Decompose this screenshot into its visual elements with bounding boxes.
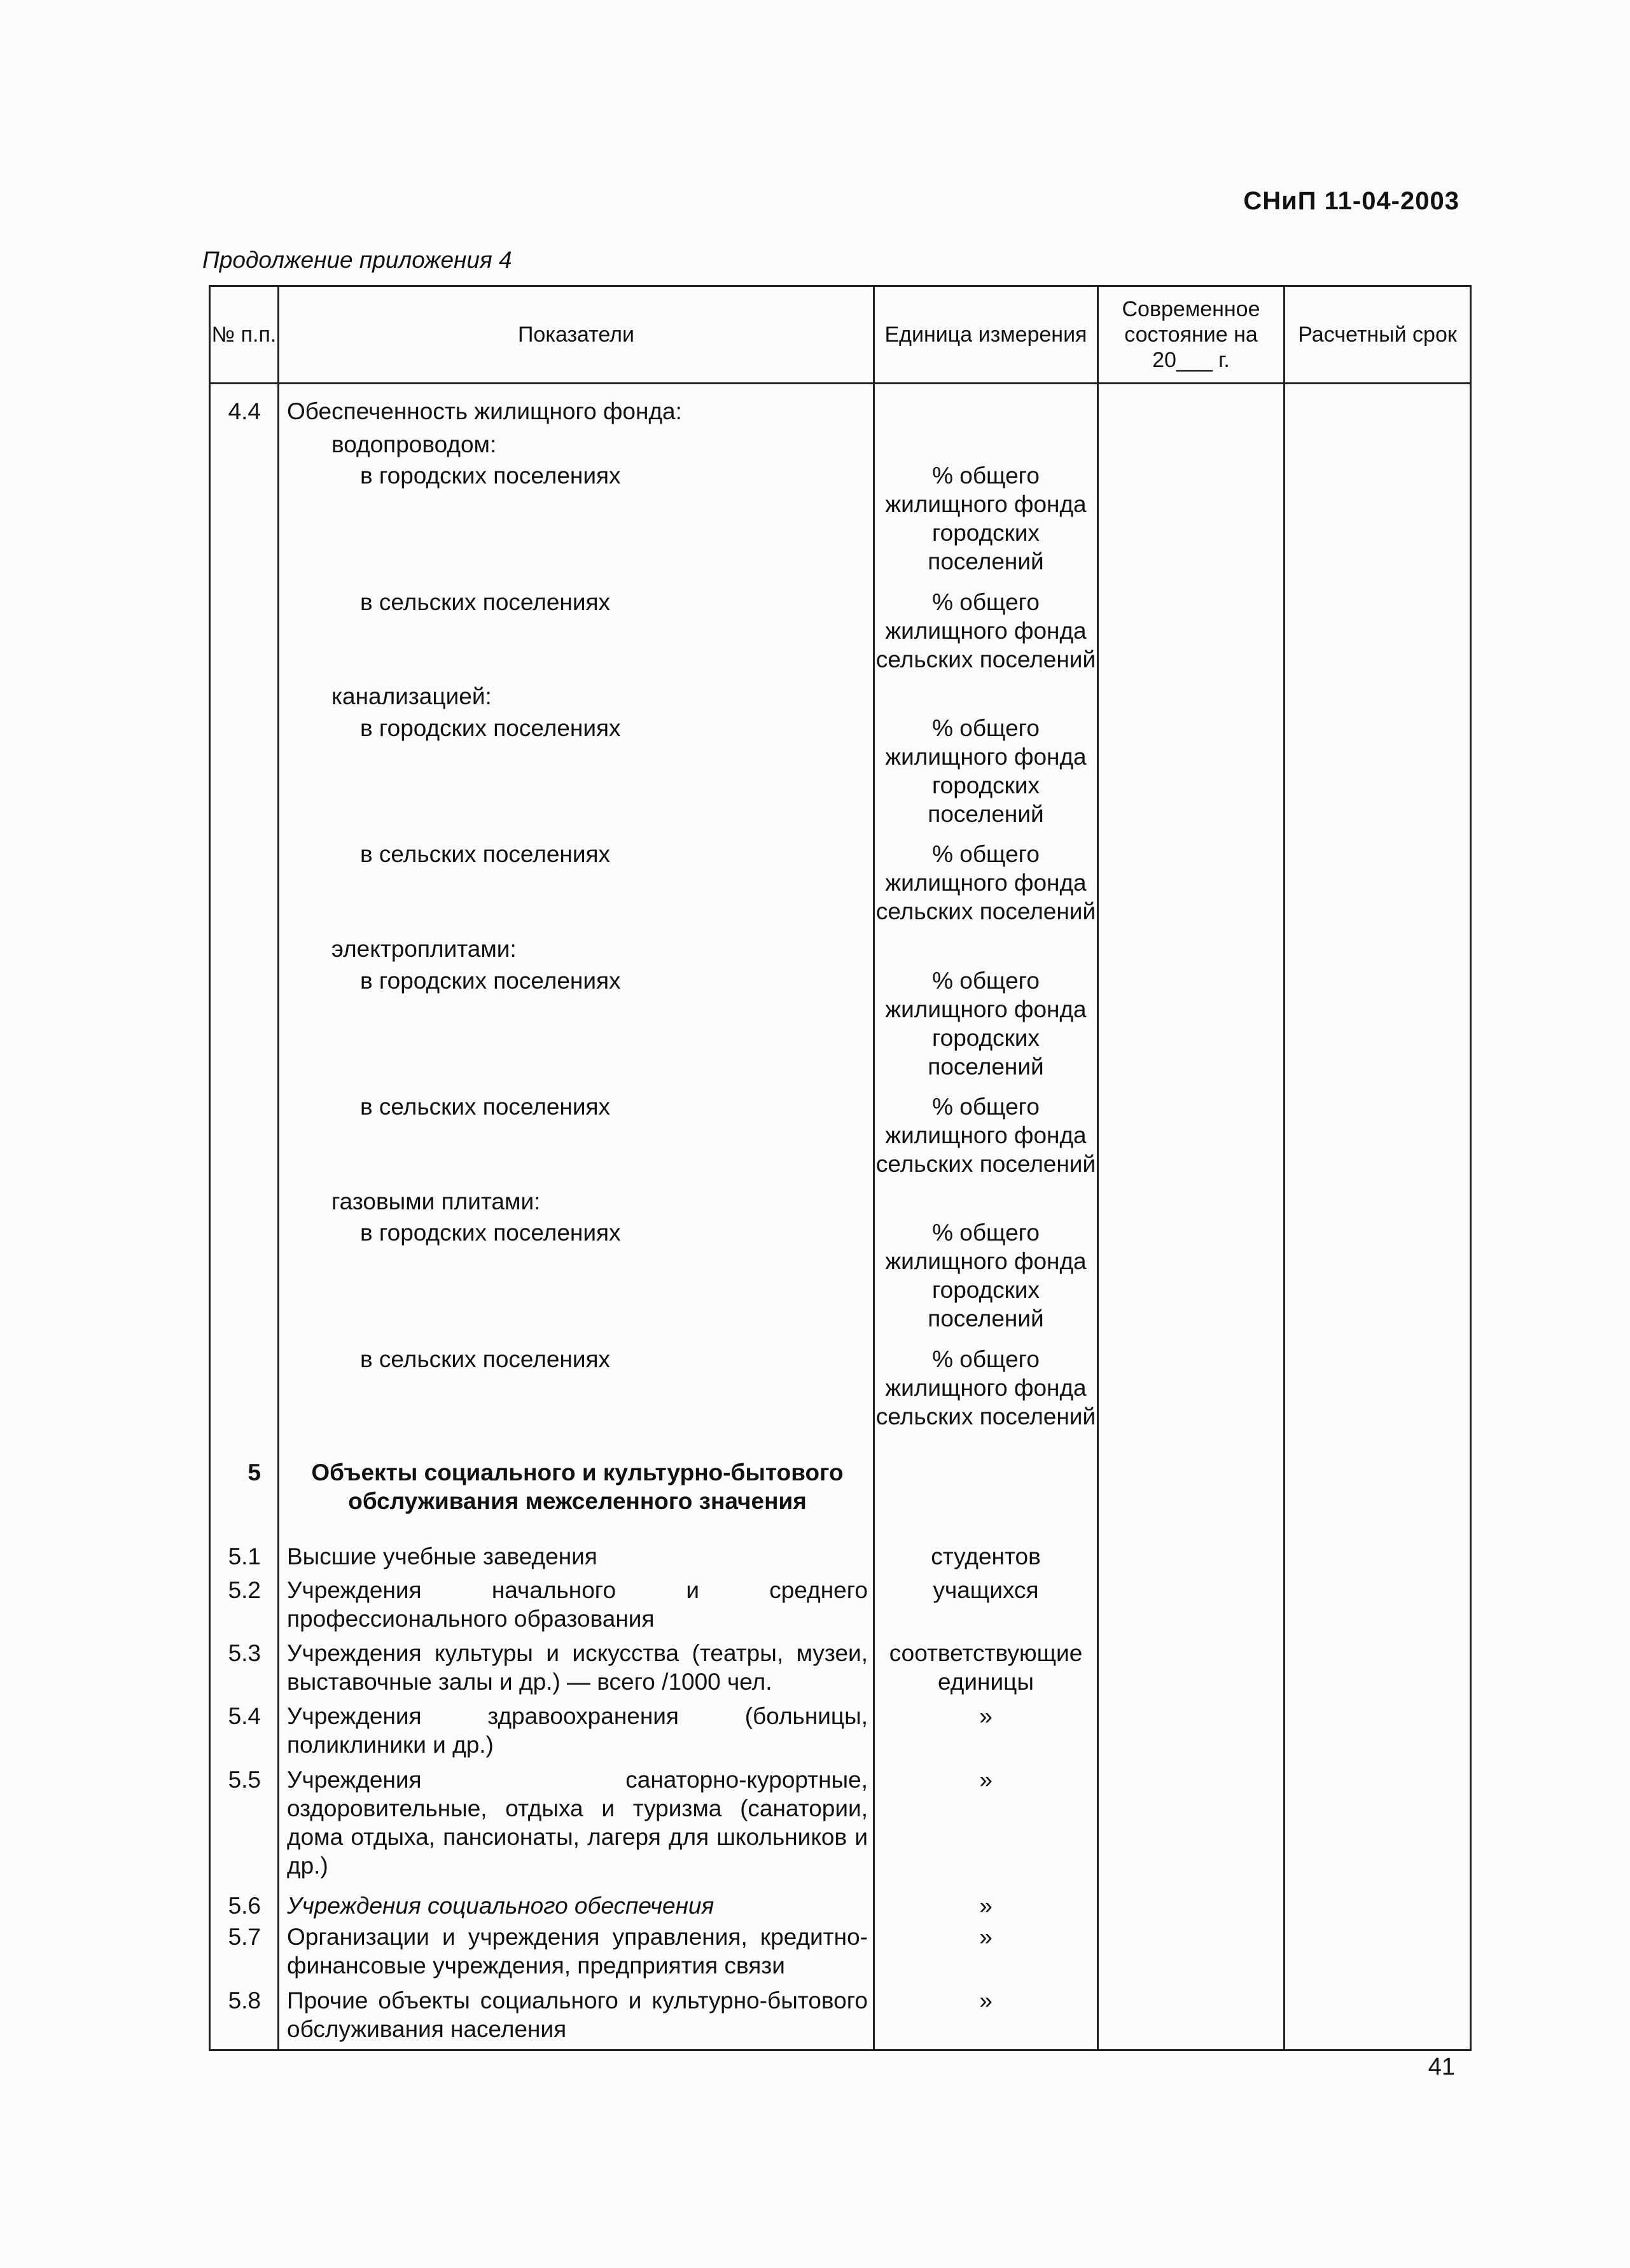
row-unit: [874, 384, 1098, 430]
table-row: [210, 1639, 1471, 1702]
row-number: [210, 588, 279, 683]
row-unit: [874, 935, 1098, 966]
indicator-text: в городских поселениях: [360, 1220, 621, 1246]
row-target: [1285, 1576, 1471, 1639]
row-number: 5.4: [210, 1702, 279, 1765]
indicator-text: в сельских поселениях: [360, 841, 611, 868]
table-row: [210, 384, 1471, 430]
row-number: [210, 2049, 279, 2050]
row-current: [1098, 1923, 1285, 1986]
row-number: [210, 966, 279, 1092]
row-number: [210, 461, 279, 587]
row-number: [210, 714, 279, 840]
row-current: [1098, 430, 1285, 462]
table-row: [210, 1218, 1471, 1344]
table-header-row: [210, 286, 1471, 384]
row-current: [1098, 1986, 1285, 2049]
row-unit: % общего жилищного фонда городских поселений: [874, 1218, 1098, 1344]
table-row: [210, 714, 1471, 840]
row-indicator: [279, 1923, 874, 1986]
row-number: [210, 1345, 279, 1440]
row-target: [1285, 1523, 1471, 1576]
table-row: [210, 966, 1471, 1092]
table-row: [210, 1576, 1471, 1639]
table-row: [210, 588, 1471, 683]
row-unit: »: [874, 1702, 1098, 1765]
row-target: [1285, 1639, 1471, 1702]
indicator-text: в городских поселениях: [360, 463, 621, 489]
indicator-text: в городских поселениях: [360, 967, 621, 994]
row-indicator: [279, 714, 874, 840]
indicator-text: электроплитами:: [331, 936, 517, 963]
row-current: [1098, 2049, 1285, 2050]
row-unit: [874, 682, 1098, 714]
indicator-text: Обеспеченность жилищного фонда:: [287, 398, 682, 424]
indicator-text: в сельских поселениях: [360, 1346, 611, 1372]
table-row: [210, 682, 1471, 714]
row-indicator: [279, 461, 874, 587]
row-indicator: [279, 840, 874, 935]
row-current: [1098, 384, 1285, 430]
row-number: [210, 682, 279, 714]
row-number: [210, 1187, 279, 1219]
row-number: 5.7: [210, 1923, 279, 1986]
row-unit: учащихся: [874, 1576, 1098, 1639]
indicator-text: Организации и учреждения управления, кредитно-финансовые учреждения, предприятия связи: [287, 1924, 868, 1979]
row-unit: »: [874, 1891, 1098, 1923]
row-number: 5.6: [210, 1891, 279, 1923]
row-unit: »: [874, 1986, 1098, 2049]
row-target: [1285, 840, 1471, 935]
document-code: СНиП 11-04-2003: [1243, 187, 1459, 215]
header-current-state: Современное состояние на 20___ г.: [1098, 286, 1285, 384]
row-indicator: [279, 1702, 874, 1765]
indicator-text: в сельских поселениях: [360, 588, 611, 615]
page-number: 41: [1428, 2054, 1455, 2080]
row-unit: % общего жилищного фонда сельских поселений: [874, 840, 1098, 935]
row-current: [1098, 966, 1285, 1092]
row-unit: % общего жилищного фонда сельских поселений: [874, 1345, 1098, 1440]
row-indicator: [279, 935, 874, 966]
row-indicator: [279, 1765, 874, 1891]
row-target: [1285, 1986, 1471, 2049]
row-current: [1098, 1345, 1285, 1440]
row-indicator: [279, 1891, 874, 1923]
indicator-text: водопроводом:: [331, 431, 497, 457]
row-unit: % общего жилищного фонда сельских поселений: [874, 1092, 1098, 1187]
row-target: [1285, 588, 1471, 683]
row-current: [1098, 1576, 1285, 1639]
indicator-text: Высшие учебные заведения: [287, 1543, 597, 1570]
row-unit: [874, 1187, 1098, 1219]
row-current: [1098, 1702, 1285, 1765]
row-current: [1098, 935, 1285, 966]
row-current: [1098, 714, 1285, 840]
row-target: [1285, 430, 1471, 462]
row-number: 5.1: [210, 1523, 279, 1576]
row-number: [210, 1092, 279, 1187]
row-indicator: [279, 384, 874, 430]
row-number: 5.2: [210, 1576, 279, 1639]
row-current: [1098, 682, 1285, 714]
row-number: [210, 1218, 279, 1344]
table-row: [210, 1702, 1471, 1765]
row-current: [1098, 840, 1285, 935]
row-indicator: [279, 588, 874, 683]
row-number: 5.8: [210, 1986, 279, 2049]
row-unit: [874, 430, 1098, 462]
table-row: [210, 840, 1471, 935]
row-indicator: [279, 1345, 874, 1440]
row-target: [1285, 935, 1471, 966]
table-row-section: [210, 1439, 1471, 1523]
row-unit: [874, 2049, 1098, 2050]
row-target: [1285, 1891, 1471, 1923]
indicator-text: Прочие объекты социального и культурно-бытового обслуживания населения: [287, 1987, 868, 2042]
indicator-text: Учреждения культуры и искусства (театры, музеи, выставочные залы и др.) — всего /1000 чел.: [287, 1640, 868, 1695]
row-unit: »: [874, 1923, 1098, 1986]
indicator-text: в сельских поселениях: [360, 1093, 611, 1120]
section-title: Объекты социального и культурно-бытового обслуживания межселенного значения: [311, 1459, 844, 1515]
row-unit: соответствующие единицы: [874, 1639, 1098, 1702]
row-indicator: [279, 1576, 874, 1639]
table-row: [210, 1923, 1471, 1986]
indicator-text: Учреждения санаторно-курортные, оздоровительные, отдыха и туризма (санатории, дома отдыха, пансионаты, лагеря для школьников и др.): [287, 1766, 868, 1879]
indicator-text: Учреждения начального и среднего профессионального образования: [287, 1577, 868, 1632]
row-target: [1285, 461, 1471, 587]
indicator-text: газовыми плитами:: [331, 1188, 541, 1214]
table-row: [210, 1986, 1471, 2049]
row-indicator: [279, 966, 874, 1092]
row-target: [1285, 1923, 1471, 1986]
row-unit: % общего жилищного фонда городских поселений: [874, 966, 1098, 1092]
table-row: [210, 461, 1471, 587]
table-row: [210, 1523, 1471, 1576]
row-unit: »: [874, 1765, 1098, 1891]
row-indicator: [279, 1986, 874, 2049]
row-indicator: [279, 1092, 874, 1187]
row-current: [1098, 1439, 1285, 1523]
header-num: № п.п.: [210, 286, 279, 384]
row-target: [1285, 714, 1471, 840]
header-unit: Единица измерения: [874, 286, 1098, 384]
indicators-table: [209, 285, 1472, 2051]
row-target: [1285, 1765, 1471, 1891]
row-target: [1285, 1092, 1471, 1187]
indicator-text: Учреждения здравоохранения (больницы, поликлиники и др.): [287, 1703, 868, 1758]
row-current: [1098, 1891, 1285, 1923]
row-unit: [874, 1439, 1098, 1523]
row-current: [1098, 1639, 1285, 1702]
row-target: [1285, 966, 1471, 1092]
table-caption: Продолжение приложения 4: [202, 247, 512, 273]
row-current: [1098, 461, 1285, 587]
row-indicator: [279, 1523, 874, 1576]
row-target: [1285, 682, 1471, 714]
row-indicator: [279, 1218, 874, 1344]
row-number: [210, 430, 279, 462]
row-target: [1285, 1439, 1471, 1523]
indicator-text: канализацией:: [331, 683, 492, 710]
row-target: [1285, 1702, 1471, 1765]
row-number: [210, 840, 279, 935]
indicator-text: Учреждения социального обеспечения: [287, 1892, 714, 1919]
row-indicator: [279, 1639, 874, 1702]
table-row: [210, 1891, 1471, 1923]
header-target-period: Расчетный срок: [1285, 286, 1471, 384]
row-unit: % общего жилищного фонда городских поселений: [874, 714, 1098, 840]
row-target: [1285, 1345, 1471, 1440]
row-number: 5.5: [210, 1765, 279, 1891]
row-target: [1285, 1218, 1471, 1344]
header-indicators: Показатели: [279, 286, 874, 384]
row-number: 5: [210, 1439, 279, 1523]
table-row: [210, 1345, 1471, 1440]
row-unit: % общего жилищного фонда городских поселений: [874, 461, 1098, 587]
row-target: [1285, 2049, 1471, 2050]
row-current: [1098, 1218, 1285, 1344]
table-row: [210, 430, 1471, 462]
row-target: [1285, 1187, 1471, 1219]
row-target: [1285, 384, 1471, 430]
row-indicator: [279, 1187, 874, 1219]
row-current: [1098, 588, 1285, 683]
row-number: [210, 935, 279, 966]
table-row: [210, 1187, 1471, 1219]
row-current: [1098, 1765, 1285, 1891]
table-row: [210, 1092, 1471, 1187]
row-current: [1098, 1187, 1285, 1219]
row-indicator: [279, 1439, 874, 1523]
row-current: [1098, 1523, 1285, 1576]
row-indicator: [279, 682, 874, 714]
table-row-empty: [210, 2049, 1471, 2050]
row-indicator: [279, 430, 874, 462]
row-number: 5.3: [210, 1639, 279, 1702]
row-current: [1098, 1092, 1285, 1187]
table-row: [210, 1765, 1471, 1891]
row-number: 4.4: [210, 384, 279, 430]
row-indicator: [279, 2049, 874, 2050]
table-row: [210, 935, 1471, 966]
indicator-text: в городских поселениях: [360, 714, 621, 741]
row-unit: % общего жилищного фонда сельских поселений: [874, 588, 1098, 683]
row-unit: студентов: [874, 1523, 1098, 1576]
